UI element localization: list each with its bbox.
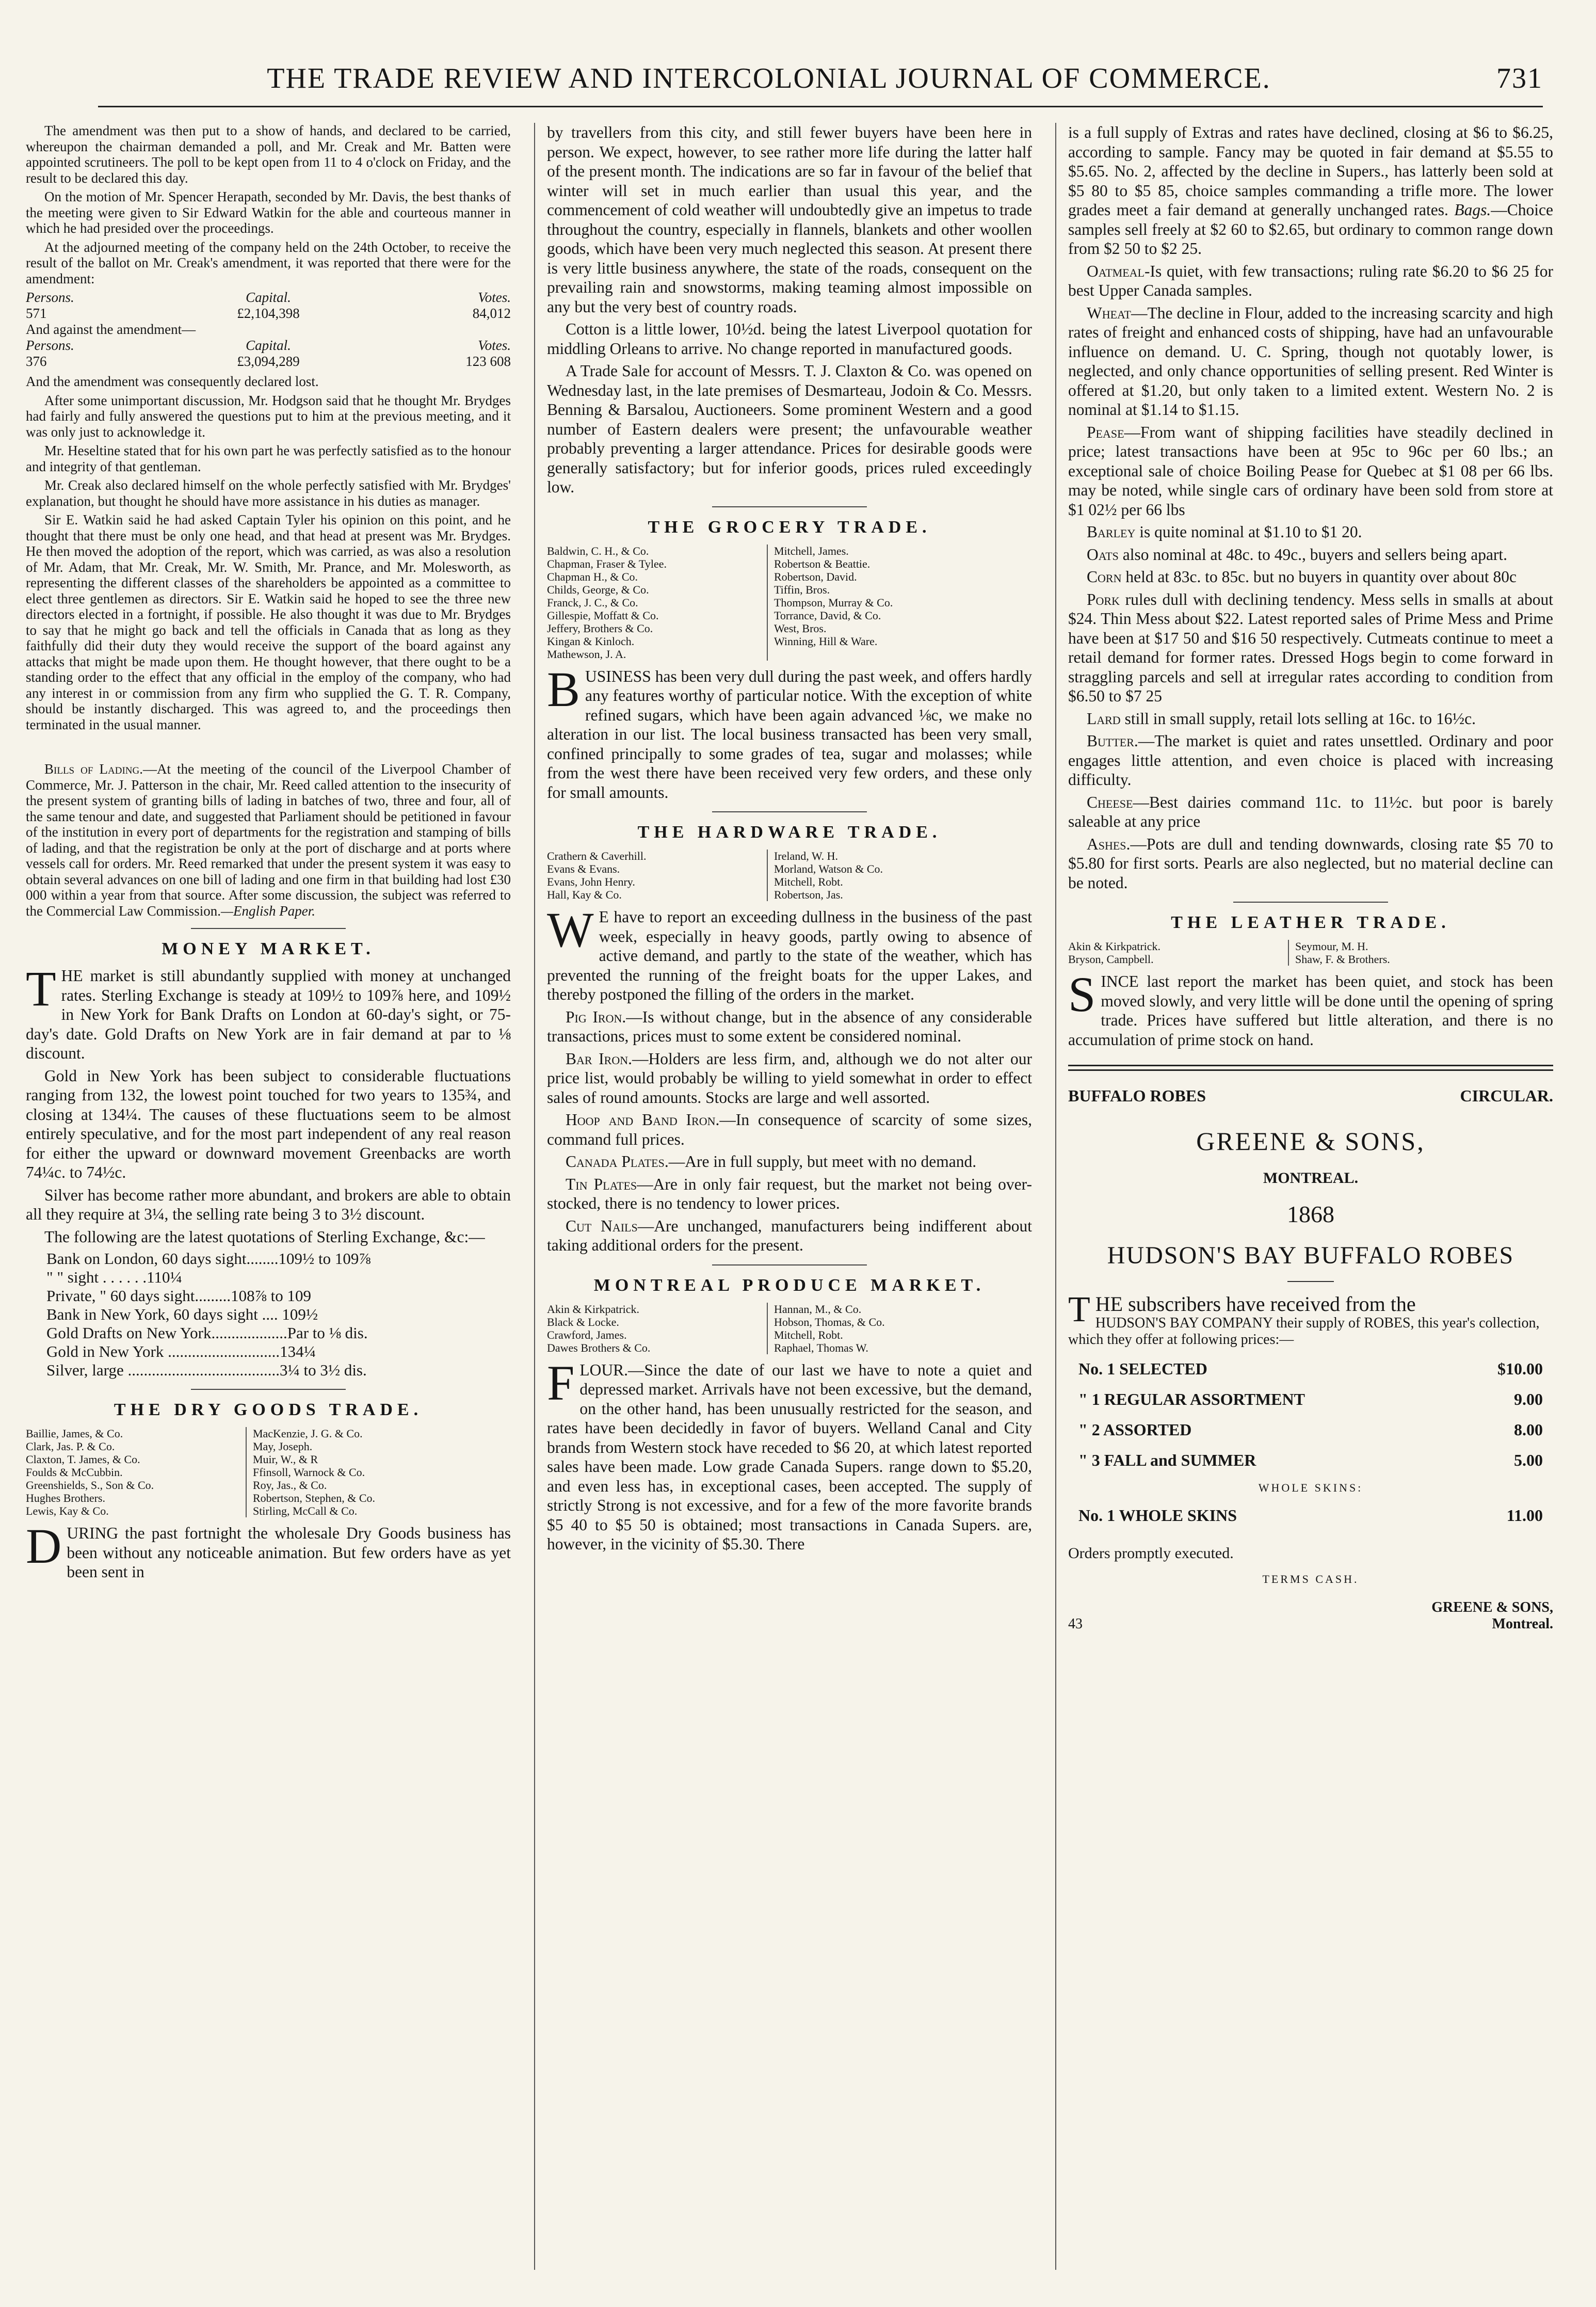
item-label: Oats	[1087, 545, 1119, 564]
column-divider	[1055, 123, 1056, 2270]
item-text: —Holders are less firm, and, although we do not alter our price list, would probably be willing to yield somewhat in order to effect sales of round amounts. Stocks are large and well assorted.	[547, 1049, 1032, 1107]
whole-skins-label: WHOLE SKINS:	[1258, 1481, 1363, 1494]
item-text: also nominal at 48c. to 49c., buyers and sellers being apart.	[1118, 545, 1508, 564]
item-label: Pork	[1087, 590, 1120, 608]
section-heading-leather: THE LEATHER TRADE.	[1171, 913, 1450, 932]
quotation-line: Silver, large ......................................3¼ to 3½ dis.	[46, 1361, 367, 1379]
firm-name: Robertson, Stephen, & Co.	[252, 1492, 376, 1504]
vote-cell: 123 608	[465, 354, 511, 369]
price-item: No. 1 WHOLE SKINS	[1078, 1506, 1237, 1525]
firm-name: Chapman H., & Co.	[547, 570, 638, 583]
item-text: -Is quiet, with few transactions; ruling rate $6.20 to $6 25 for best Upper Canada samples.	[1068, 262, 1553, 299]
price-value: $10.00	[1497, 1359, 1543, 1378]
firm-name: MacKenzie, J. G. & Co.	[252, 1427, 363, 1440]
produce-item	[1068, 835, 1553, 893]
item-text: —Choice samples sell freely at $2 60 to $2.65, but ordinary to common range down from $2 50 to $2 25.	[1068, 201, 1553, 258]
item-label: Cheese	[1087, 793, 1133, 811]
vote-cell: £2,104,398	[237, 306, 300, 321]
price-item: No. 1 SELECTED	[1078, 1359, 1207, 1378]
vote-header: Votes.	[478, 338, 511, 353]
ad-orders-note: Orders promptly executed.	[1068, 1545, 1234, 1562]
directory-left	[547, 850, 767, 901]
paragraph-text: HE market is still abundantly supplied with money at unchanged rates. Sterling Exchange is steady at 109½ to 109⅞ here, and 109½ in New York for Bank Drafts on London at 60-day's sight, or 75-day's date. Gold Drafts on New York are in fair demand at par to ⅛ discount.	[26, 967, 511, 1062]
produce-item	[1068, 545, 1553, 565]
item-label: Butter	[1087, 732, 1134, 750]
firm-name: Mitchell, Robt.	[773, 875, 843, 888]
firm-name: Hobson, Thomas, & Co.	[773, 1315, 885, 1328]
firm-name: Franck, J. C., & Co.	[547, 596, 638, 609]
ad-category: BUFFALO ROBES	[1068, 1086, 1206, 1105]
item-label: Pig Iron.	[566, 1007, 626, 1026]
item-text: —Best dairies command 11c. to 11½c. but poor is barely saleable at any price	[1068, 793, 1553, 830]
firm-name: Robertson, David.	[773, 570, 857, 583]
item-text: .—Pots are dull and tending downwards, closing rate $5 70 to $5.80 for first sorts. Pearls are also neglected, but no material decline can be noted.	[1068, 835, 1553, 892]
firm-name: Foulds & McCubbin.	[26, 1466, 123, 1479]
header-rule	[98, 106, 1543, 107]
paragraph: by travellers from this city, and still fewer buyers have been here in person. We expect, however, to see rather more life during the latter half of the present month. The indications are so far in favour of the belief that winter will set in much earlier than usual this year, and the commencement of cold weather will undoubtedly give an impetus to trade throughout the country, especially in flannels, blankets and other woollen goods, which have been very much neglected this season. At present there is very little business anywhere, the state of the roads, consequent on the prevailing rain and snowstorms, making teaming almost impossible on any but the very best of country roads.	[547, 123, 1032, 316]
paragraph: Gold in New York has been subject to considerable fluctuations ranging from 132, the lowest point touched for two years to 135¾, and closing at 134¼. The causes of these fluctuations seem to be almost entirely speculative, and for the most part independent of any real reason for either the upward or downward movement Greenbacks are worth 74¼c. to 74½c.	[26, 1066, 511, 1181]
separator	[1233, 902, 1388, 903]
quotation-line: Private, " 60 days sight.........108⅞ to 109	[46, 1287, 311, 1305]
firm-name: Jeffery, Brothers & Co.	[547, 621, 653, 635]
quotation-line: " " sight . . . . . .110¼	[46, 1268, 182, 1286]
item-text: held at 83c. to 85c. but no buyers in quantity over about 80c	[1121, 568, 1517, 586]
article-source: —English Paper.	[220, 903, 315, 919]
price-value: 5.00	[1514, 1451, 1543, 1469]
paragraph	[547, 661, 1032, 803]
paragraph	[1068, 967, 1553, 1049]
price-item: " 2 ASSORTED	[1078, 1420, 1192, 1439]
separator	[191, 928, 346, 929]
firm-name: Ireland, W. H.	[773, 850, 838, 862]
price-item: " 1 REGULAR ASSORTMENT	[1078, 1390, 1305, 1408]
directory-left	[1068, 940, 1288, 966]
firm-name: Greenshields, S., Son & Co.	[26, 1479, 154, 1492]
paragraph: After some unimportant discussion, Mr. Hodgson said that he thought Mr. Brydges had fairly and fully answered the questions put to him at the previous meeting, and it was only just to acknowledge it.	[26, 392, 511, 440]
price-row	[1078, 1359, 1543, 1379]
paragraph: On the motion of Mr. Spencer Herapath, seconded by Mr. Davis, the best thanks of the meeting were given to Sir Edward Watkin for the able and courteous manner in which he had presided over the proceedings.	[26, 189, 511, 236]
directory-left	[547, 544, 767, 661]
firm-name: Robertson, Jas.	[773, 888, 843, 901]
vote-cell: 571	[26, 306, 47, 321]
vote-cell: 376	[26, 354, 47, 369]
paragraph-text: LOUR.—Since the date of our last we have to note a quiet and depressed market. Arrivals have not been excessive, but the demand, on the other hand, has been unusually restricted for the season, and rates have been decidedly in favor of buyers. Welland Canal and City brands from Western stock have receded to $6 20, at which latest reported sales have been made. Low grade Canada Supers. range down to $5.20, and even less has, in exceptional cases, been accepted. The supply of strictly Strong is not excessive, and for a few of the more favorite brands $5 40 to $5 50 is obtained; most transactions in Canada Supers. are, however, in the vicinity of $5.30. There	[547, 1360, 1032, 1553]
item-label: Wheat	[1087, 303, 1131, 322]
item-text: —In consequence of scarcity of some sizes, command full prices.	[547, 1111, 1032, 1148]
produce-item	[1068, 522, 1553, 542]
quotation-line: Bank on London, 60 days sight........109½ to 109⅞	[46, 1249, 371, 1268]
ad-city: MONTREAL.	[1263, 1169, 1359, 1187]
directory-right	[767, 850, 1032, 901]
item-label: Pease	[1087, 423, 1124, 441]
double-rule	[1068, 1065, 1553, 1071]
produce-item	[1068, 709, 1553, 729]
firm-name: Akin & Kirkpatrick.	[547, 1302, 640, 1316]
firm-directory	[1068, 940, 1553, 966]
item-text: —Is without change, but in the absence of any considerable transactions, prices must to some extent be considered nominal.	[547, 1007, 1032, 1045]
drop-cap: B	[547, 661, 581, 717]
firm-name: Raphael, Thomas W.	[773, 1341, 868, 1354]
hardware-item	[547, 1216, 1032, 1255]
item-text: —Are in only fair request, but the market not being over-stocked, there is no tendency to lower prices.	[547, 1175, 1032, 1212]
vote-header: Votes.	[478, 290, 511, 305]
item-text: still in small supply, retail lots selling at 16c. to 16½c.	[1120, 709, 1476, 728]
firm-name: Hall, Kay & Co.	[547, 888, 622, 901]
intro-text: HUDSON'S BAY COMPANY their supply of ROBES, this year's collection, which they offer at following prices:—	[1068, 1315, 1540, 1348]
firm-name: Ffinsoll, Warnock & Co.	[252, 1466, 365, 1479]
paragraph	[547, 902, 1032, 1004]
firm-name: Kingan & Kinloch.	[547, 634, 635, 648]
item-text: rules dull with declining tendency. Mess sells in smalls at about $24. Thin Mess about $22. Latest reported sales of Prime Mess and Prime have been at $17 50 and $16 50 respectively. Cutmeats continue to meet a retail demand for former rates. Dressed Hogs begin to come forward in straggling parcels and sell at irregular rates according to condition from $6.50 to $7 25	[1068, 590, 1553, 705]
firm-name: May, Joseph.	[252, 1440, 313, 1453]
hardware-item	[547, 1110, 1032, 1149]
firm-name: Stirling, McCall & Co.	[252, 1504, 358, 1517]
intro-line: HE subscribers have received from the	[1095, 1292, 1416, 1316]
quotation-line: Bank in New York, 60 days sight .... 109½	[46, 1305, 318, 1323]
firm-name: Black & Locke.	[547, 1315, 619, 1328]
item-text: —Are unchanged, manufacturers being indifferent about taking additional orders for the present.	[547, 1216, 1032, 1254]
paragraph: Silver has become rather more abundant, and brokers are able to obtain all they require at 3¼, the selling rate being 3 to 3½ discount.	[26, 1185, 511, 1223]
section-heading-dry-goods: THE DRY GOODS TRADE.	[114, 1400, 423, 1419]
firm-name: Hannan, M., & Co.	[773, 1302, 862, 1316]
ad-signature	[1068, 1599, 1553, 1632]
article-text: —At the meeting of the council of the Liverpool Chamber of Commerce, Mr. J. Patterson in the chair, Mr. Reed called attention to the insecurity of the present system of granting bills of lading in batches of two, three and four, all of the same tenour and date, and suggested that Parliament should be petitioned in favour of the institution in every port of departments for the registration and stamping of bills of lading, and that the registration be only at the port of discharge and at ports where vessels call for orders. Mr. Reed remarked that under the present system it was easy to obtain several advances on one bill of lading and one firm in that building had lost £30 000 within a year from that source. After some discussion, the subject was referred to the Commercial Law Commission.	[26, 761, 511, 919]
price-value: 8.00	[1514, 1420, 1543, 1439]
firm-name: Winning, Hill & Ware.	[773, 634, 878, 648]
ad-terms: TERMS CASH.	[1262, 1573, 1359, 1585]
paragraph: Sir E. Watkin said he had asked Captain Tyler his opinion on this point, and he thought that there must be only one head, and that head at present was Mr. Brydges. He then moved the adoption of the report, which was carried, as was also a resolution of Mr. Adam, that Mr. Creak, Mr. W. Smith, Mr. Prance, and Mr. Molesworth, as representing the different classes of the shareholders be appointed as a committee to elect three gentlemen as directors. Sir E. Watkin said he hoped to see the three new directors elected in a fortnight, if possible. He also thought it was due to Mr. Brydges to say that he might go back and tell the officials in Canada that as long as they faithfully did their duty they would receive the support of the board against any attacks that might be made upon them. He thought however, that there ought to be a standing order to the effect that any official in the employ of the company, who had any interest in or commission from any firm who supplied the G. T. R. Company, should be instantly discharged. This was agreed to, and the proceedings then terminated in the usual manner.	[26, 512, 511, 732]
firm-name: Dawes Brothers & Co.	[547, 1341, 651, 1354]
quotation-line: Gold Drafts on New York...................Par to ⅛ dis.	[46, 1324, 368, 1342]
hardware-item	[547, 1007, 1032, 1046]
buffalo-robes-advertisement	[1068, 1065, 1553, 1632]
signature-block	[1431, 1599, 1553, 1632]
firm-name: Chapman, Fraser & Tylee.	[547, 557, 667, 570]
produce-item	[1068, 590, 1553, 706]
directory-right	[767, 1303, 1032, 1354]
paragraph	[547, 1355, 1032, 1554]
drop-cap: T	[1068, 1290, 1090, 1329]
paragraph-text: USINESS has been very dull during the past week, and offers hardly any features worthy of particular notice. With the exception of white refined sugars, which have been again advanced ⅛c, we make no alteration in our list. The local business transacted has been very small, confined principally to some grades of tea, sugar and molasses; while from the west there have been received very few orders, and these only for small amounts.	[547, 667, 1032, 802]
firm-name: Bryson, Campbell.	[1068, 953, 1154, 966]
firm-name: Mitchell, Robt.	[773, 1328, 843, 1341]
section-heading-hardware: THE HARDWARE TRADE.	[637, 823, 942, 842]
paragraph-text: URING the past fortnight the wholesale Dry Goods business has been without any noticeable animation. But few orders have as yet been sent in	[67, 1524, 511, 1581]
ad-number: 43	[1068, 1616, 1083, 1632]
firm-name: Crawford, James.	[547, 1328, 627, 1341]
ad-type: CIRCULAR.	[1460, 1086, 1553, 1105]
paragraph: A Trade Sale for account of Messrs. T. J. Claxton & Co. was opened on Wednesday last, in the late premises of Desmarteau, Jodoin & Co. Messrs. Benning & Barsalou, Auctioneers. Some prominent Western and a good number of Eastern dealers were present; the unfavourable weather probably preventing a larger attendance. Prices for desirable goods were generally satisfactory; but for inferior goods, prices ruled exceedingly low.	[547, 362, 1032, 496]
column-1	[26, 123, 511, 2265]
vote-header: Persons.	[26, 290, 74, 305]
firm-name: Crathern & Caverhill.	[547, 850, 647, 862]
separator	[712, 1264, 867, 1265]
column-2	[547, 123, 1032, 2265]
separator	[191, 1389, 346, 1390]
drop-cap: D	[26, 1518, 62, 1574]
price-value: 11.00	[1506, 1506, 1543, 1525]
separator	[1287, 1281, 1334, 1282]
directory-left	[547, 1303, 767, 1354]
separator	[712, 506, 867, 507]
item-label: Tin Plates	[566, 1175, 637, 1193]
paragraph: At the adjourned meeting of the company held on the 24th October, to receive the result of the ballot on Mr. Creak's amendment, it was reported that there were for the amendment:	[26, 239, 511, 286]
item-text: is quite nominal at $1.10 to $1 20.	[1135, 523, 1362, 541]
item-label: Cut Nails	[566, 1216, 638, 1235]
item-label: Hoop and Band Iron.	[566, 1111, 720, 1129]
firm-directory	[547, 1303, 1032, 1354]
separator	[712, 811, 867, 812]
vote-header: Persons.	[26, 338, 74, 353]
column-3	[1068, 123, 1553, 2265]
firm-name: Akin & Kirkpatrick.	[1068, 940, 1161, 953]
firm-name: Thompson, Murray & Co.	[773, 596, 893, 609]
hardware-item	[547, 1152, 1032, 1172]
firm-name: Claxton, T. James, & Co.	[26, 1453, 140, 1466]
paragraph: Mr. Heseltine stated that for his own part he was perfectly satisfied as to the honour and integrity of that gentleman.	[26, 443, 511, 474]
drop-cap: S	[1068, 967, 1096, 1022]
directory-right	[767, 544, 1032, 661]
paragraph	[26, 1518, 511, 1582]
drop-cap: W	[547, 902, 594, 957]
firm-name: Tiffin, Bros.	[773, 583, 830, 596]
paragraph: Mr. Creak also declared himself on the whole perfectly satisfied with Mr. Brydges' explanation, but thought he should have more assistance in his duties as manager.	[26, 477, 511, 509]
paragraph-text: INCE last report the market has been quiet, and stock has been moved slowly, and very little will be done until the opening of spring trade. Prices have suffered but little alteration, and there is no accumulation of prime stock on hand.	[1068, 972, 1553, 1049]
firm-name: Morland, Watson & Co.	[773, 862, 883, 875]
item-label: Canada Plates.	[566, 1152, 669, 1171]
page-number: 731	[1496, 62, 1543, 94]
vote-cell: 84,012	[472, 306, 511, 321]
firm-directory	[547, 544, 1032, 661]
column-divider	[534, 123, 535, 2270]
firm-directory	[26, 1427, 511, 1517]
firm-name: Muir, W., & R	[252, 1453, 318, 1466]
directory-right	[1288, 940, 1553, 966]
drop-cap: T	[26, 961, 56, 1016]
vote-for-row	[26, 306, 511, 322]
firm-name: Baillie, James, & Co.	[26, 1427, 123, 1440]
firm-name: Clark, Jas. P. & Co.	[26, 1440, 115, 1453]
ad-headline: HUDSON'S BAY BUFFALO ROBES	[1107, 1242, 1514, 1269]
item-label: Barley	[1087, 523, 1136, 541]
vote-header: Capital.	[246, 290, 291, 305]
bills-of-lading-article	[26, 761, 511, 919]
produce-item	[1068, 423, 1553, 520]
produce-item	[1068, 793, 1553, 831]
vote-cell: £3,094,289	[237, 354, 300, 369]
exchange-quotations	[46, 1249, 511, 1380]
vote-against-label: And against the amendment—	[26, 322, 196, 337]
paragraph	[1068, 123, 1553, 259]
firm-name: Robertson & Beattie.	[773, 557, 870, 570]
ad-intro	[1068, 1290, 1553, 1348]
journal-title: THE TRADE REVIEW AND INTERCOLONIAL JOURNAL OF COMMERCE.	[267, 62, 1271, 94]
price-row	[1078, 1420, 1543, 1439]
firm-name: Lewis, Kay & Co.	[26, 1504, 109, 1517]
price-row	[1078, 1451, 1543, 1470]
item-text: —Are in full supply, but meet with no demand.	[668, 1152, 977, 1171]
item-label: Lard	[1087, 709, 1121, 728]
item-text: .—The market is quiet and rates unsettled. Ordinary and poor engages little attention, and even choice is placed with increasing difficulty.	[1068, 732, 1553, 789]
price-value: 9.00	[1514, 1390, 1543, 1408]
paragraph-text: E have to report an exceeding dullness in the business of the past week, especially in heavy goods, partly owing to absence of active demand, and partly to the state of the weather, which has prevented the running of the freight boats for the upper Lakes, and thereby postponed the filling of the orders in the market.	[547, 908, 1032, 1003]
item-text: —From want of shipping facilities have steadily declined in price; latest transactions have been at 95c to 96c per 60 lbs.; an exceptional sale of choice Boiling Pease for Quebec at $1 08 per 66 lbs. may be noted, while single cars of ordinary have been sold from store at $1 02½ per 66 lbs	[1068, 423, 1553, 519]
section-heading-produce: MONTREAL PRODUCE MARKET.	[593, 1275, 986, 1295]
item-label: Bar Iron.	[566, 1049, 632, 1068]
meeting-report	[26, 123, 511, 732]
hardware-item	[547, 1175, 1032, 1213]
firm-name: Baldwin, C. H., & Co.	[547, 544, 649, 557]
firm-name: West, Bros.	[773, 621, 827, 635]
firm-name: Evans, John Henry.	[547, 875, 635, 888]
paragraph: The following are the latest quotations of Sterling Exchange, &c:—	[44, 1227, 485, 1246]
produce-item	[1068, 262, 1553, 300]
firm-name: Childs, George, & Co.	[547, 583, 649, 596]
item-label: Ashes	[1087, 835, 1126, 853]
firm-directory	[547, 850, 1032, 901]
directory-right	[246, 1427, 511, 1517]
paragraph-text: is a full supply of Extras and rates have declined, closing at $6 to $6.25, according to sample. Fancy may be quoted in fair demand at $5.55 to $5.65. No. 2, affected by the decline in Supers., has latterly been sold at $5 80 to $5 85, choice samples commanding a trifle more. The lower grades meet a fair demand at generally unchanged rates.	[1068, 123, 1553, 219]
hardware-item	[547, 1049, 1032, 1108]
vote-table	[26, 290, 511, 370]
item-label: Corn	[1087, 568, 1122, 586]
vote-header-row	[26, 290, 511, 306]
firm-name: Roy, Jas., & Co.	[252, 1479, 327, 1492]
vote-header-row	[26, 338, 511, 354]
quotation-line: Gold in New York ............................134¼	[46, 1342, 316, 1360]
price-row	[1078, 1390, 1543, 1409]
section-heading-money-market: MONEY MARKET.	[162, 939, 375, 958]
paragraph	[26, 961, 511, 1063]
firm-name: Gillespie, Moffatt & Co.	[547, 608, 659, 622]
produce-item	[1068, 567, 1553, 587]
drop-cap: F	[547, 1355, 575, 1411]
ad-year: 1868	[1287, 1201, 1334, 1227]
price-row	[1078, 1506, 1543, 1525]
directory-left	[26, 1427, 246, 1517]
vote-header: Capital.	[246, 338, 291, 353]
signature-firm: GREENE & SONS,	[1431, 1599, 1553, 1615]
paragraph: The amendment was then put to a show of hands, and declared to be carried, whereupon the chairman demanded a poll, and Mr. Creak and Mr. Batten were appointed scrutineers. The poll to be kept open from 11 to 4 o'clock on Friday, and the result to be declared this day.	[26, 123, 511, 186]
section-heading-grocery: THE GROCERY TRADE.	[648, 517, 931, 537]
paragraph: And the amendment was consequently declared lost.	[26, 374, 319, 389]
produce-item	[1068, 303, 1553, 420]
produce-item	[1068, 731, 1553, 790]
vote-against-row	[26, 354, 511, 370]
ad-header	[1068, 1086, 1553, 1106]
firm-name: Mitchell, James.	[773, 544, 849, 557]
article-label: Bills of Lading.	[44, 761, 143, 777]
item-label: Oatmeal	[1087, 262, 1144, 280]
firm-name: Torrance, David, & Co.	[773, 608, 881, 622]
item-label: Bags.	[1454, 201, 1491, 219]
firm-name: Hughes Brothers.	[26, 1492, 105, 1504]
page-header	[98, 62, 1543, 98]
firm-name: Seymour, M. H.	[1295, 940, 1368, 953]
firm-name: Evans & Evans.	[547, 862, 620, 875]
firm-name: Shaw, F. & Brothers.	[1295, 953, 1390, 966]
price-item: " 3 FALL and SUMMER	[1078, 1451, 1256, 1469]
item-text: —The decline in Flour, added to the increasing scarcity and high rates of freight and enhanced costs of shipping, have had an unfavourable influence on demand. U. C. Spring, though not quotably lower, is neglected, and only chance opportunities of selling present. Red Winter is offered at $1.20, but only taken to a limited extent. Western No. 2 is nominal at $1.14 to $1.15.	[1068, 303, 1553, 419]
ad-firm: GREENE & SONS,	[1196, 1127, 1425, 1156]
paragraph: Cotton is a little lower, 10½d. being the latest Liverpool quotation for middling Orleans to arrive. No change reported in manufactured goods.	[547, 320, 1032, 358]
signature-city: Montreal.	[1492, 1616, 1553, 1632]
firm-name: Mathewson, J. A.	[547, 647, 626, 661]
